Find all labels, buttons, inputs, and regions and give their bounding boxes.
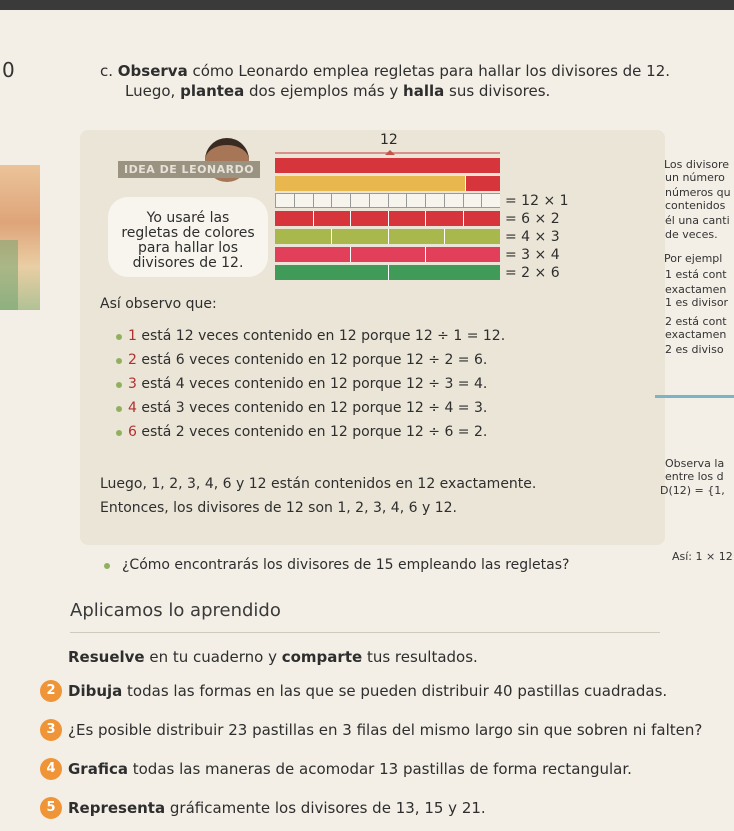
- side-note-line: exactamen: [665, 328, 727, 341]
- corner-number: 0: [2, 58, 15, 82]
- observo-item-text: está 3 veces contenido en 12 porque 12 ÷ 4 = 3.: [136, 400, 488, 416]
- observo-item: [128, 400, 487, 416]
- top-dark-band: [0, 0, 734, 10]
- regleta-segment: [275, 265, 388, 280]
- regleta-segment: [425, 247, 500, 262]
- observo-item-number: 3: [128, 376, 137, 392]
- idea-tag: IDEA DE LEONARDO: [118, 161, 260, 178]
- list-bullet: [116, 358, 122, 364]
- regleta-segment: [275, 247, 350, 262]
- regleta-segment: [388, 265, 501, 280]
- intro-line2-pre: Luego,: [125, 82, 181, 100]
- intro-line2-mid: dos ejemplos más y: [244, 82, 404, 100]
- regleta-segment: [331, 193, 350, 208]
- intro-line2-post: sus divisores.: [444, 82, 551, 100]
- task-text: [68, 760, 632, 778]
- observo-item-text: está 6 veces contenido en 12 porque 12 ÷ 2 = 6.: [136, 352, 488, 368]
- regleta-segment: [369, 193, 388, 208]
- task-text: [68, 721, 702, 739]
- aplicamos-title: Aplicamos lo aprendido: [70, 600, 281, 621]
- task-rest: todas las maneras de acomodar 13 pastillas de forma rectangular.: [127, 760, 632, 778]
- regleta-row-orange: [275, 176, 500, 191]
- regleta-segment: [313, 193, 332, 208]
- regleta-row-threes: [275, 229, 500, 244]
- observo-item: [128, 328, 505, 344]
- observo-item-number: 6: [128, 424, 137, 440]
- task-text: [68, 682, 667, 700]
- instruction-mid: en tu cuaderno y: [144, 648, 282, 666]
- aplicamos-instruction: [68, 648, 478, 666]
- side-note-line: 2 es diviso: [665, 343, 724, 356]
- observo-heading: Así observo que:: [100, 296, 217, 312]
- side-note-line: exactamen: [665, 283, 727, 296]
- bubble-text: [108, 211, 268, 271]
- left-page-edge-green: [0, 240, 18, 310]
- observo-item-number: 4: [128, 400, 137, 416]
- intro-line1-text: cómo Leonardo emplea regletas para hallar los divisores de 12.: [187, 62, 671, 80]
- instruction-bold-resuelve: Resuelve: [68, 648, 145, 666]
- equation-row: = 4 × 3: [505, 229, 560, 245]
- task-verb: Representa: [68, 799, 166, 817]
- instruction-bold-comparte: comparte: [281, 648, 363, 666]
- instruction-post: tus resultados.: [362, 648, 478, 666]
- side-note-line: números qu: [665, 186, 731, 199]
- intro-line-2: [125, 82, 550, 100]
- side-note-line: de veces.: [665, 228, 718, 241]
- side-note-line: él una canti: [665, 214, 730, 227]
- task-verb: Grafica: [68, 760, 128, 778]
- regleta-segment: [406, 193, 425, 208]
- equation-row: = 3 × 4: [505, 247, 560, 263]
- bubble-line: para hallar los: [137, 240, 239, 256]
- intro-bold-observa: Observa: [117, 62, 188, 80]
- side-note-line: un número: [665, 171, 725, 184]
- regleta-segment: [463, 211, 501, 226]
- task-number-badge: 4: [40, 758, 62, 780]
- equation-row: = 12 × 1: [505, 193, 569, 209]
- aplicamos-rule: [70, 632, 660, 633]
- question-15: ¿Cómo encontrarás los divisores de 15 empleando las regletas?: [122, 557, 570, 573]
- regleta-row-sixes: [275, 265, 500, 280]
- regleta-segment: [350, 247, 425, 262]
- observo-item: [128, 424, 487, 440]
- side-note-line: 1 está cont: [665, 268, 727, 281]
- side-asi: Así: 1 × 12: [672, 550, 733, 563]
- side-note-line: Los divisore: [664, 158, 730, 171]
- regleta-row-fours: [275, 247, 500, 262]
- regleta-segment: [275, 211, 313, 226]
- regleta-segment: [275, 193, 294, 208]
- regleta-segment: [275, 229, 331, 244]
- observo-item-number: 1: [128, 328, 137, 344]
- observo-item: [128, 352, 487, 368]
- list-bullet: [116, 406, 122, 412]
- observo-item-text: está 4 veces contenido en 12 porque 12 ÷ 3 = 4.: [136, 376, 488, 392]
- regleta-segment: [481, 193, 500, 208]
- question-bullet: [104, 563, 110, 569]
- task-verb: Dibuja: [68, 682, 123, 700]
- intro-bold-halla: halla: [403, 82, 445, 100]
- regleta-segment: [444, 193, 463, 208]
- regleta-segment: [444, 229, 500, 244]
- side-note-line: 2 está cont: [665, 315, 727, 328]
- regleta-12: [275, 158, 500, 173]
- equation-row: = 6 × 2: [505, 211, 560, 227]
- regleta-row-twos: [275, 211, 500, 226]
- intro-bold-plantea: plantea: [180, 82, 245, 100]
- section-letter: c.: [100, 62, 114, 80]
- list-bullet: [116, 334, 122, 340]
- regleta-segment: [388, 211, 426, 226]
- side-divider: [655, 395, 734, 398]
- list-bullet: [116, 430, 122, 436]
- regleta-row-units: [275, 193, 500, 208]
- side-observa-1: Observa la: [665, 457, 725, 470]
- regleta-segment: [388, 229, 444, 244]
- regleta-total-label: 12: [380, 132, 398, 148]
- side-note-line: 1 es divisor: [665, 296, 729, 309]
- brace-tip: [385, 150, 395, 155]
- equation-row: = 2 × 6: [505, 265, 560, 281]
- task-text: [68, 799, 486, 817]
- bubble-line: Yo usaré las: [146, 210, 230, 226]
- regleta-segment: [425, 211, 463, 226]
- regleta-segment: [425, 193, 444, 208]
- task-number-badge: 5: [40, 797, 62, 819]
- bubble-line: regletas de colores: [121, 225, 255, 241]
- conclusion-2: Entonces, los divisores de 12 son 1, 2, 3, 4, 6 y 12.: [100, 500, 457, 516]
- bubble-line: divisores de 12.: [132, 255, 244, 271]
- regleta-segment: [313, 211, 351, 226]
- conclusion-1: Luego, 1, 2, 3, 4, 6 y 12 están contenidos en 12 exactamente.: [100, 476, 537, 492]
- regleta-segment: [350, 193, 369, 208]
- task-number-badge: 2: [40, 680, 62, 702]
- side-observa-3: D(12) = {1,: [660, 484, 725, 497]
- task-rest: todas las formas en las que se pueden distribuir 40 pastillas cuadradas.: [122, 682, 668, 700]
- side-observa-2: entre los d: [665, 470, 724, 483]
- regleta-segment: [388, 193, 407, 208]
- task-rest: ¿Es posible distribuir 23 pastillas en 3 filas del mismo largo sin que sobren ni falten?: [68, 721, 703, 739]
- observo-item-number: 2: [128, 352, 137, 368]
- list-bullet: [116, 382, 122, 388]
- observo-item-text: está 12 veces contenido en 12 porque 12 ÷ 1 = 12.: [136, 328, 506, 344]
- observo-item: [128, 376, 487, 392]
- side-note-line: Por ejempl: [664, 252, 723, 265]
- side-note-line: contenidos: [665, 199, 726, 212]
- intro-line-1: [100, 62, 670, 80]
- regleta-segment: [350, 211, 388, 226]
- regleta-segment: [463, 193, 482, 208]
- task-rest: gráficamente los divisores de 13, 15 y 21.: [165, 799, 486, 817]
- task-number-badge: 3: [40, 719, 62, 741]
- regleta-segment: [331, 229, 387, 244]
- regleta-segment: [294, 193, 313, 208]
- observo-item-text: está 2 veces contenido en 12 porque 12 ÷ 6 = 2.: [136, 424, 488, 440]
